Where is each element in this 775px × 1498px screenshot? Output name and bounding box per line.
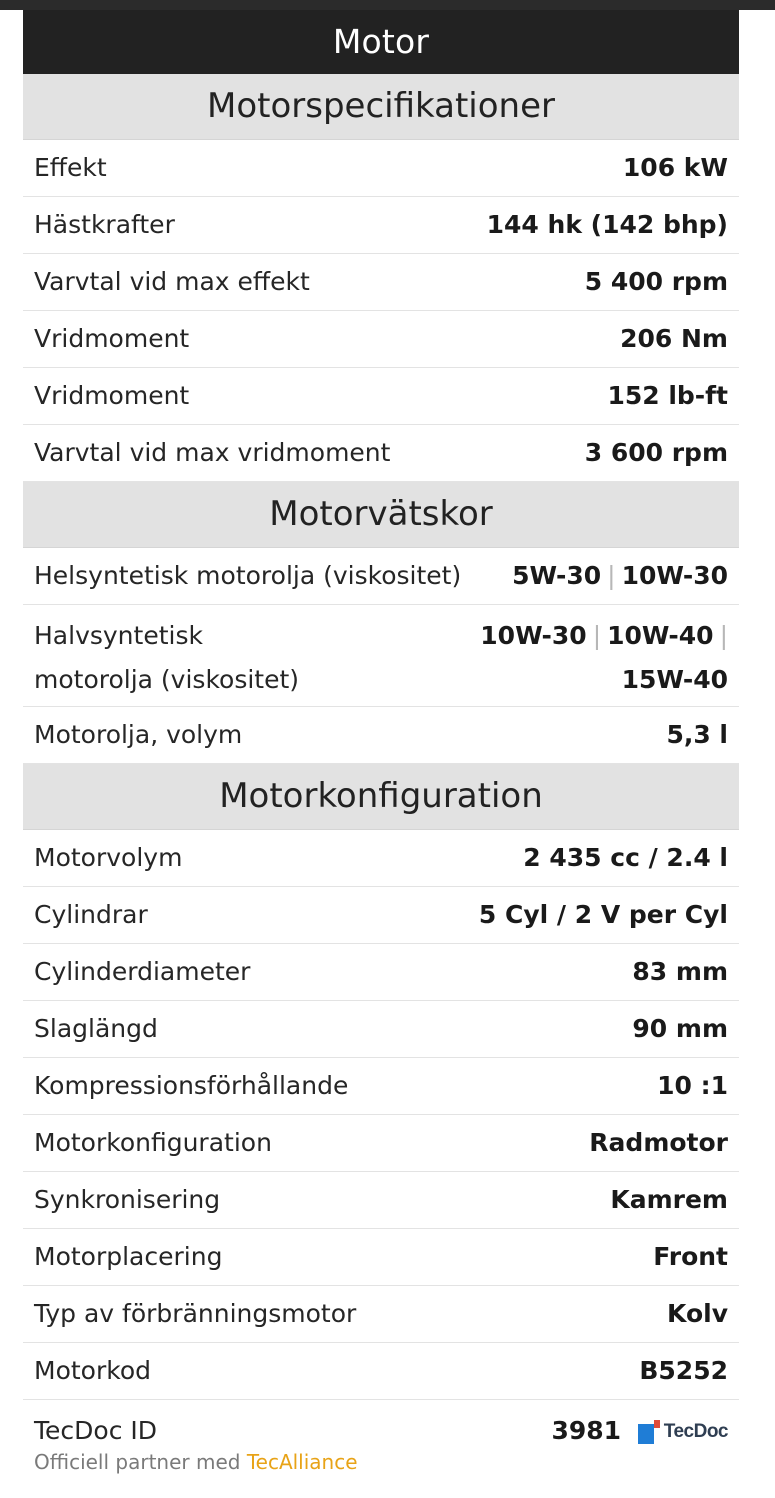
- fluids-list: [23, 548, 739, 764]
- row-value: 152 lb-ft: [607, 381, 728, 410]
- fluid-row-oil-volume: [23, 707, 739, 764]
- config-list: [23, 830, 739, 1484]
- config-row-engine-type: [23, 1286, 739, 1343]
- fluid-row-full-synthetic: [23, 548, 739, 605]
- row-label: Motorkod: [34, 1356, 151, 1385]
- row-value: 2 435 cc / 2.4 l: [523, 843, 728, 872]
- viscosity-values: [512, 554, 728, 598]
- row-value: 5 400 rpm: [584, 267, 728, 296]
- spec-row-power: [23, 140, 739, 197]
- row-label: Motorplacering: [34, 1242, 223, 1271]
- row-label: Vridmoment: [34, 324, 190, 353]
- row-label: Motorvolym: [34, 843, 183, 872]
- config-row-stroke: [23, 1001, 739, 1058]
- spec-row-torque-nm: [23, 311, 739, 368]
- config-row-tecdoc: [23, 1400, 739, 1484]
- spec-row-horsepower: [23, 197, 739, 254]
- panel-title: Motor: [23, 10, 739, 74]
- separator: |: [719, 621, 728, 650]
- separator: |: [607, 561, 616, 590]
- tecdoc-logo-text: TecDoc: [663, 1421, 728, 1442]
- row-label-line2: motorolja (viskositet): [34, 665, 300, 694]
- config-row-displacement: [23, 830, 739, 887]
- row-label: Varvtal vid max vridmoment: [34, 438, 391, 467]
- section-title-fluids: Motorvätskor: [23, 482, 739, 548]
- row-label: Effekt: [34, 153, 107, 182]
- tecdoc-logo-icon: [638, 1420, 660, 1444]
- row-value: 83 mm: [632, 957, 728, 986]
- row-label: [34, 614, 299, 702]
- row-label-line1: Halvsyntetisk: [34, 621, 203, 650]
- config-row-placement: [23, 1229, 739, 1286]
- section-title-specs: Motorspecifikationer: [23, 74, 739, 140]
- row-label: Slaglängd: [34, 1014, 158, 1043]
- separator: |: [592, 621, 602, 650]
- partner-prefix: Officiell partner med: [34, 1450, 241, 1474]
- row-value: Radmotor: [589, 1128, 728, 1157]
- config-row-cylinders: [23, 887, 739, 944]
- row-value: 106 kW: [622, 153, 728, 182]
- config-row-timing: [23, 1172, 739, 1229]
- viscosity-value: 10W-30: [480, 621, 587, 650]
- row-value: Kolv: [667, 1299, 728, 1328]
- partner-note: [34, 1449, 358, 1475]
- row-value: 3 600 rpm: [584, 438, 728, 467]
- row-label: Helsyntetisk motorolja (viskositet): [34, 561, 462, 590]
- row-value: 206 Nm: [620, 324, 728, 353]
- row-label: Kompressionsförhållande: [34, 1071, 349, 1100]
- tecalliance-link[interactable]: TecAlliance: [246, 1450, 358, 1474]
- tecdoc-value: [551, 1409, 728, 1454]
- row-label: Cylinderdiameter: [34, 957, 251, 986]
- viscosity-value: 5W-30: [512, 561, 602, 590]
- config-row-layout: [23, 1115, 739, 1172]
- row-value: Kamrem: [610, 1185, 728, 1214]
- row-label: Hästkrafter: [34, 210, 175, 239]
- row-value: 90 mm: [632, 1014, 728, 1043]
- section-title-config: Motorkonfiguration: [23, 764, 739, 830]
- row-value: Front: [653, 1242, 728, 1271]
- tecdoc-logo: [638, 1410, 728, 1454]
- row-value: 5,3 l: [666, 720, 728, 749]
- config-row-engine-code: [23, 1343, 739, 1400]
- row-value: 10 :1: [657, 1071, 728, 1100]
- row-label: Motorolja, volym: [34, 720, 243, 749]
- row-label: Cylindrar: [34, 900, 148, 929]
- spec-row-torque-lbft: [23, 368, 739, 425]
- row-value: 144 hk (142 bhp): [486, 210, 728, 239]
- tecdoc-label-block: [34, 1409, 358, 1475]
- spec-row-rpm-max-torque: [23, 425, 739, 482]
- fluid-row-semi-synthetic: [23, 605, 739, 707]
- row-label: Vridmoment: [34, 381, 190, 410]
- spec-row-rpm-max-power: [23, 254, 739, 311]
- row-label: Synkronisering: [34, 1185, 221, 1214]
- viscosity-value: 10W-40: [607, 621, 714, 650]
- row-value: B5252: [639, 1356, 728, 1385]
- config-row-bore: [23, 944, 739, 1001]
- row-label: Varvtal vid max effekt: [34, 267, 310, 296]
- viscosity-values: [480, 614, 728, 702]
- row-label: Typ av förbränningsmotor: [34, 1299, 357, 1328]
- config-row-compression: [23, 1058, 739, 1115]
- top-bar: [0, 0, 775, 10]
- row-label: Motorkonfiguration: [34, 1128, 272, 1157]
- viscosity-value: 10W-30: [621, 561, 728, 590]
- row-value: 5 Cyl / 2 V per Cyl: [478, 900, 728, 929]
- tecdoc-id: 3981: [551, 1416, 622, 1445]
- specs-list: [23, 140, 739, 482]
- motor-panel: [23, 10, 739, 1484]
- row-label: TecDoc ID: [34, 1416, 158, 1445]
- viscosity-value: 15W-40: [621, 665, 728, 694]
